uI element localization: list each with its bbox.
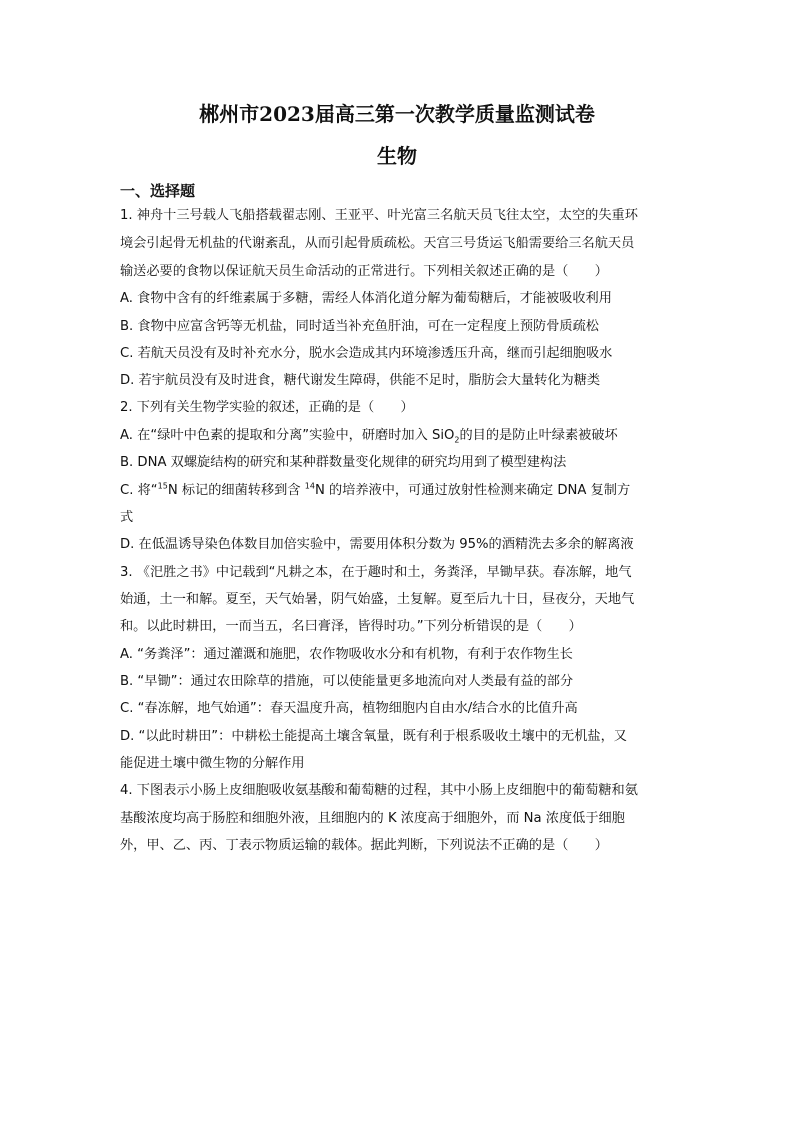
exam-title: 郴州市2023届高三第一次教学质量监测试卷 <box>199 102 595 126</box>
question-3-line-2: 始通，土一和解。夏至，天气始暑，阴气始盛，土复解。夏至后九十日，昼夜分，天地气 <box>120 592 635 607</box>
question-2-line-1: 2. 下列有关生物学实验的叙述，正确的是（ ） <box>120 400 414 415</box>
question-2-option-b: B. DNA 双螺旋结构的研究和某种群数量变化规律的研究均用到了模型建构法 <box>120 455 567 470</box>
question-1-option-a: A. 食物中含有的纤维素属于多糖，需经人体消化道分解为葡萄糖后，才能被吸收利用 <box>120 291 612 306</box>
option-c-tail: N 的培养液中，可通过放射性检测来确定 DNA 复制方 <box>314 483 631 498</box>
question-3-line-1: 3. 《汜胜之书》中记载到“凡耕之本，在于趣时和土，务粪泽，早锄早获。春冻解，地气 <box>120 565 632 580</box>
question-2-option-c-cont: 式 <box>120 510 134 525</box>
question-1-line-2: 境会引起骨无机盐的代谢紊乱，从而引起骨质疏松。天宫三号货运飞船需要给三名航天员 <box>120 236 635 251</box>
question-2-option-a <box>120 428 618 444</box>
question-1-option-c: C. 若航天员没有及时补充水分，脱水会造成其内环境渗透压升高，继而引起细胞吸水 <box>120 346 613 361</box>
question-3-option-d: D. “以此时耕田”：中耕松土能提高土壤含氧量，既有利于根系吸收土壤中的无机盐，又 <box>120 729 627 744</box>
question-3-option-d-cont: 能促进土壤中微生物的分解作用 <box>120 756 305 771</box>
question-3-option-a: A. “务粪泽”：通过灌溉和施肥，农作物吸收水分和有机物，有利于农作物生长 <box>120 647 573 662</box>
question-4-line-1: 4. 下图表示小肠上皮细胞吸收氨基酸和葡萄糖的过程，其中小肠上皮细胞中的葡萄糖和氨 <box>120 783 638 798</box>
question-3-option-c: C. “春冻解，地气始通”：春天温度升高，植物细胞内自由水/结合水的比值升高 <box>120 701 578 716</box>
option-c-text: C. 将“ <box>120 483 158 498</box>
superscript-15: 15 <box>157 481 168 491</box>
question-1-line-1: 1. 神舟十三号载人飞船搭载翟志刚、王亚平、叶光富三名航天员飞往太空，太空的失重环 <box>120 208 638 223</box>
section-heading: 一、选择题 <box>120 182 196 200</box>
question-2-option-c <box>120 483 630 499</box>
subject-title: 生物 <box>377 144 417 168</box>
subscript-2: 2 <box>454 435 460 445</box>
question-1-line-3: 输送必要的食物以保证航天员生命活动的正常进行。下列相关叙述正确的是（ ） <box>120 264 608 279</box>
question-3-line-3: 和。以此时耕田，一而当五，名曰膏泽，皆得时功。”下列分析错误的是（ ） <box>120 619 582 634</box>
question-1-option-b: B. 食物中应富含钙等无机盐，同时适当补充鱼肝油，可在一定程度上预防骨质疏松 <box>120 319 599 334</box>
option-a-text: A. 在“绿叶中色素的提取和分离”实验中，研磨时加入 SiO <box>120 428 455 443</box>
superscript-14: 14 <box>304 481 315 491</box>
option-c-mid: N 标记的细菌转移到含 <box>167 483 305 498</box>
option-a-tail: 的目的是防止叶绿素被破坏 <box>459 428 618 443</box>
question-4-line-2: 基酸浓度均高于肠腔和细胞外液，且细胞内的 K 浓度高于细胞外，而 Na 浓度低于细胞 <box>120 811 625 826</box>
question-2-option-d: D. 在低温诱导染色体数目加倍实验中，需要用体积分数为 95%的酒精洗去多余的解离液 <box>120 537 634 552</box>
question-4-line-3: 外，甲、乙、丙、丁表示物质运输的载体。据此判断，下列说法不正确的是（ ） <box>120 838 608 853</box>
question-1-option-d: D. 若宇航员没有及时进食，糖代谢发生障碍，供能不足时，脂肪会大量转化为糖类 <box>120 373 601 388</box>
question-3-option-b: B. “早锄”：通过农田除草的措施，可以使能量更多地流向对人类最有益的部分 <box>120 674 574 689</box>
